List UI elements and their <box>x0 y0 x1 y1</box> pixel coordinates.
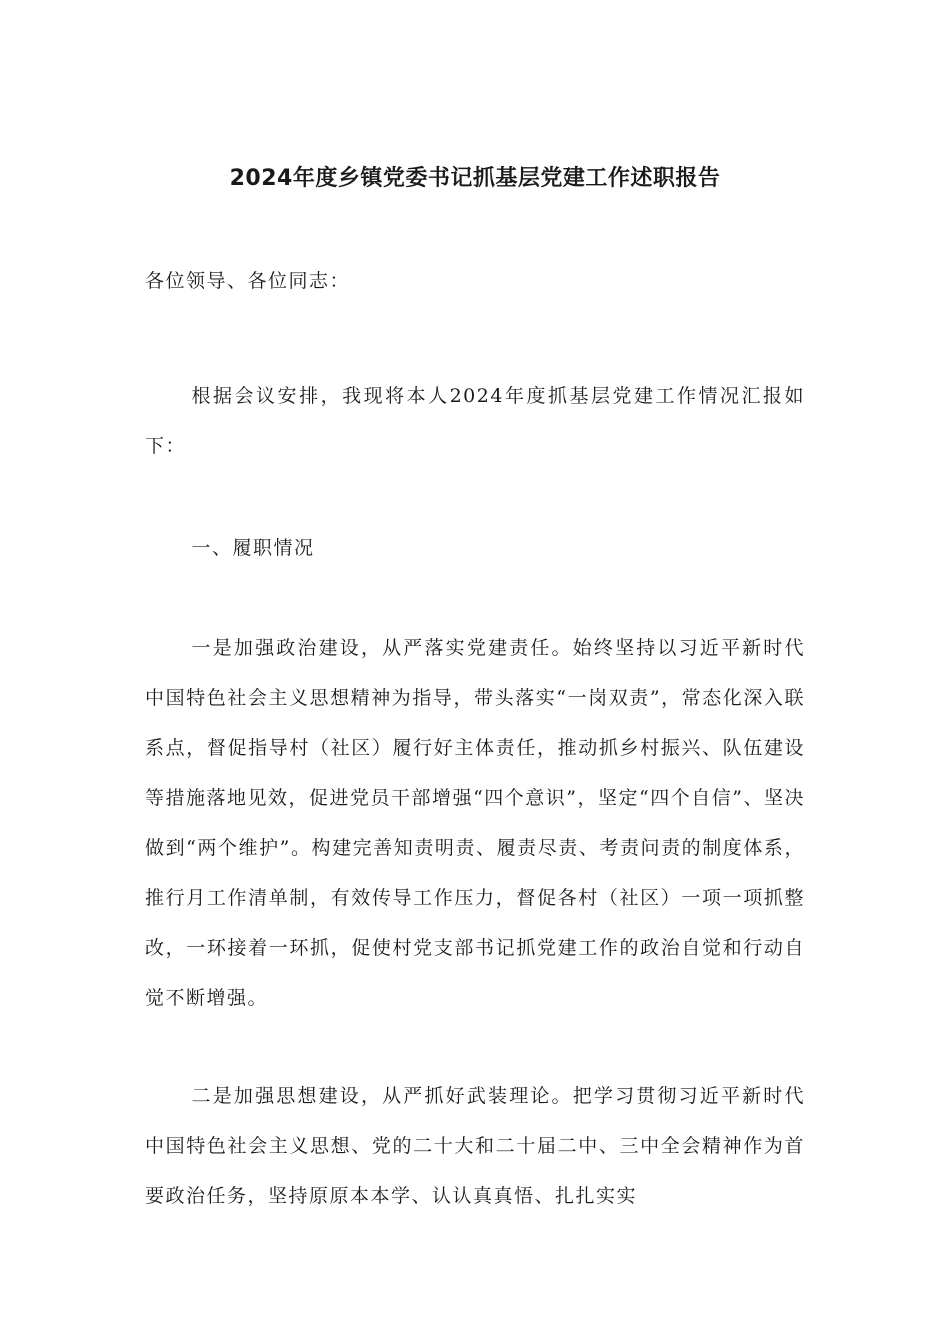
document-title: 2024年度乡镇党委书记抓基层党建工作述职报告 <box>229 166 721 191</box>
salutation: 各位领导、各位同志： <box>145 270 351 292</box>
section-heading-one: 一、履职情况 <box>191 537 315 559</box>
intro-paragraph: 根据会议安排，我现将本人2024年度抓基层党建工作情况汇报如下： <box>145 385 805 457</box>
body-paragraph-one: 一是加强政治建设，从严落实党建责任。始终坚持以习近平新时代中国特色社会主义思想精神为指导，带头落实“一岗双责”，常态化深入联系点，督促指导村（社区）履行好主体责任，推动抓乡村振兴、队伍建设等措施落地见效，促进党员干部增强“四个意识”，坚定“四个自信”、坚决做到“两个维护”。构建完善知责明责、履责尽责、考责问责的制度体系，推行月工作清单制，有效传导工作压力，督促各村（社区）一项一项抓整改，一环接着一环抓，促使村党支部书记抓党建工作的政治自觉和行动自觉不断增强。 <box>145 637 805 1009</box>
body-paragraph-two: 二是加强思想建设，从严抓好武装理论。把学习贯彻习近平新时代中国特色社会主义思想、党的二十大和二十届二中、三中全会精神作为首要政治任务，坚持原原本本学、认认真真悟、扎扎实实 <box>145 1085 805 1207</box>
